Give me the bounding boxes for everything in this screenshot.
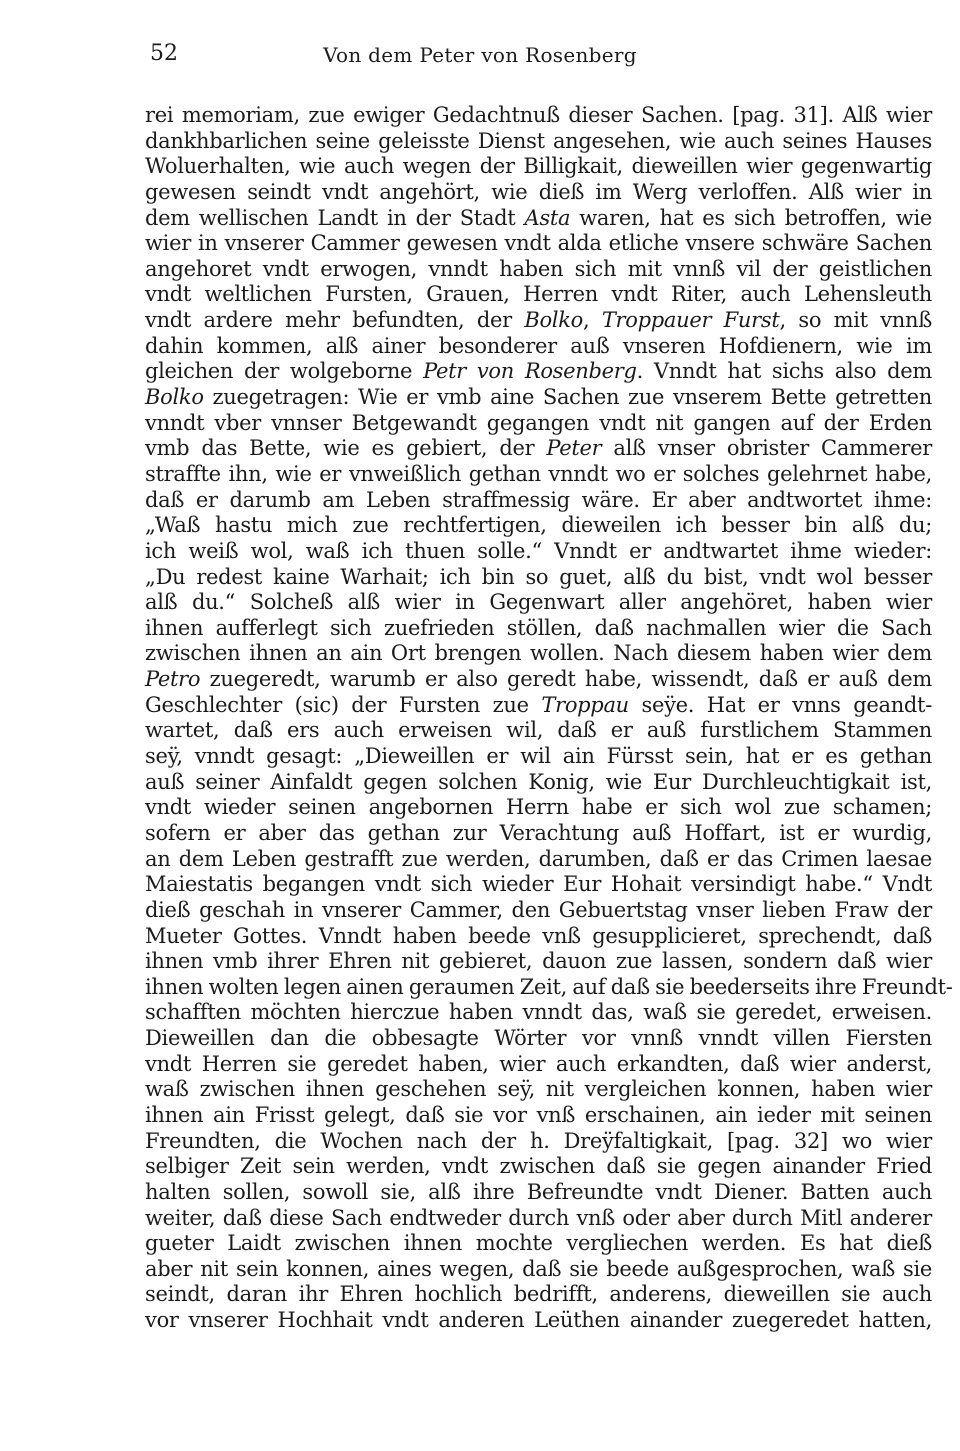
text-segment: dankhbarlichen seine geleisste Dienst angesehen, wie auch seines Hauses	[145, 128, 932, 153]
text-line	[145, 1154, 932, 1180]
text-segment: dahin kommen, alß ainer besonderer auß vnseren Hofdienern, wie im	[145, 333, 932, 358]
text-segment: waß zwischen ihnen geschehen seÿ, nit vergleichen konnen, haben wier	[145, 1077, 932, 1102]
text-segment: auß seiner Ainfaldt gegen solchen Konig, wie Eur Durchleuchtigkait ist,	[145, 769, 932, 794]
text-segment: ,	[583, 308, 602, 333]
text-segment: . Vnndt hat sichs also dem	[636, 359, 932, 384]
text-line	[145, 1282, 932, 1308]
text-segment: seindt, daran ihr Ehren hochlich bedrifft, anderens, dieweillen sie auch	[145, 1282, 932, 1307]
text-line	[145, 1257, 932, 1283]
italic-name: Petr von Rosenberg	[423, 359, 637, 384]
text-segment: „Du redest kaine Warhait; ich bin so guet, alß du bist, vndt wol besser	[145, 564, 932, 589]
text-segment: Maiestatis begangen vndt sich wieder Eur Hohait versindigt habe.“ Vndt	[145, 872, 932, 897]
text-segment: ihnen aufferlegt sich zuefrieden stöllen, daß nachmallen wier die Sach	[145, 615, 932, 640]
text-line	[145, 1308, 932, 1334]
text-segment: sofern er aber das gethan zur Verachtung auß Hoffart, ist er wurdig,	[145, 820, 932, 845]
text-line	[145, 488, 932, 514]
text-line	[145, 770, 932, 796]
page-number: 52	[150, 41, 178, 66]
text-segment: ihnen ain Frisst gelegt, daß sie vor vnß erschainen, ain ieder mit seinen	[145, 1102, 932, 1127]
text-segment: Woluerhalten, wie auch wegen der Billigkait, dieweillen wier gegenwartig	[145, 154, 932, 179]
italic-name: Bolko	[524, 308, 583, 333]
text-segment: schafften möchten hierczue haben vnndt das, waß sie geredet, erweisen.	[145, 1000, 932, 1025]
text-line	[145, 898, 932, 924]
text-segment: vndt Herren sie geredet haben, wier auch erkandten, daß wier anderst,	[145, 1051, 932, 1076]
text-line	[145, 411, 932, 437]
text-segment: ihnen wolten legen ainen geraumen Zeit, auf daß sie beederseits ihre Freundt-	[145, 974, 953, 999]
text-segment: Geschlechter (sic) der Fursten zue	[145, 692, 542, 717]
text-segment: vor vnserer Hochhait vndt anderen Leüthen ainander zuegeredet hatten,	[145, 1308, 932, 1333]
text-line	[145, 308, 932, 334]
text-segment: alß vnser obrister Cammerer	[601, 436, 932, 461]
text-line	[145, 565, 932, 591]
text-line	[145, 1077, 932, 1103]
text-line	[145, 693, 932, 719]
italic-name: Troppauer Furst	[601, 308, 780, 333]
text-segment: gewesen seindt vndt angehört, wie dieß im Werg verloffen. Alß wier in	[145, 179, 932, 204]
text-segment: zwischen ihnen an ain Ort brengen wollen. Nach diesem haben wier dem	[145, 641, 932, 666]
text-segment: an dem Leben gestrafft zue werden, darumben, daß er das Crimen laesae	[145, 846, 932, 871]
text-segment: wier in vnserer Cammer gewesen vndt alda etliche vnsere schwäre Sachen	[145, 231, 932, 256]
text-line	[145, 154, 932, 180]
text-line	[145, 590, 932, 616]
text-line	[145, 1000, 932, 1026]
text-segment: dem wellischen Landt in der Stadt	[145, 205, 525, 230]
text-line	[145, 924, 932, 950]
text-line	[145, 513, 932, 539]
text-segment: weiter, daß diese Sach endtweder durch vnß oder aber durch Mitl anderer	[145, 1205, 932, 1230]
text-line	[145, 795, 932, 821]
text-line	[145, 385, 932, 411]
text-segment: seÿ, vnndt gesagt: „Dieweillen er wil ain Fürsst sein, hat er es gethan	[145, 744, 932, 769]
text-segment: aber nit sein konnen, aines wegen, daß sie beede außgesprochen, waß sie	[145, 1256, 932, 1281]
text-line	[145, 462, 932, 488]
italic-name: Bolko	[145, 385, 204, 410]
text-segment: zuegeredt, warumb er also geredt habe, wissendt, daß er auß dem	[200, 667, 932, 692]
text-segment: gleichen der wolgeborne	[145, 359, 424, 384]
text-line	[145, 872, 932, 898]
text-segment: ihnen vmb ihrer Ehren nit gebieret, dauon zue lassen, sondern daß wier	[145, 949, 932, 974]
text-line	[145, 641, 932, 667]
text-line	[145, 744, 932, 770]
text-segment: daß er darumb am Leben straffmessig wäre. Er aber andtwortet ihme:	[145, 487, 932, 512]
text-segment: dieß geschah in vnserer Cammer, den Gebuertstag vnser lieben Fraw der	[145, 897, 932, 922]
text-line	[145, 1026, 932, 1052]
text-segment: vnndt vber vnnser Betgewandt gegangen vndt nit gangen auf der Erden	[145, 410, 932, 435]
text-segment: Freundten, die Wochen nach der h. Dreÿfaltigkait, [pag. 32] wo wier	[145, 1128, 932, 1153]
italic-name: Peter	[546, 436, 602, 461]
text-line	[145, 206, 932, 232]
text-segment: selbiger Zeit sein werden, vndt zwischen daß sie gegen ainander Fried	[145, 1154, 932, 1179]
running-title: Von dem Peter von Rosenberg	[323, 43, 637, 67]
text-line	[145, 103, 932, 129]
text-line	[145, 847, 932, 873]
text-line	[145, 1180, 932, 1206]
text-segment: seÿe. Hat er vnns geandt-	[628, 692, 932, 717]
text-line	[145, 974, 953, 1001]
text-segment: vmb das Bette, wie es gebiert, der	[145, 436, 547, 461]
text-segment: straffte ihn, wie er vnweißlich gethan vnndt wo er solches gelehrnet habe,	[145, 461, 932, 486]
italic-name: Asta	[524, 205, 571, 230]
text-segment: Dieweillen dan die obbesagte Wörter vor vnnß vnndt villen Fiersten	[145, 1026, 932, 1051]
italic-name: Troppau	[541, 692, 629, 717]
text-segment: Mueter Gottes. Vnndt haben beede vnß gesupplicieret, sprechendt, daß	[145, 923, 932, 948]
text-line	[145, 821, 932, 847]
text-line	[145, 1103, 932, 1129]
text-segment: vndt wieder seinen angebornen Herrn habe er sich wol zue schamen;	[145, 795, 932, 820]
text-segment: waren, hat es sich betroffen, wie	[570, 205, 933, 230]
text-segment: wartet, daß ers auch erweisen wil, daß er auß furstlichem Stammen	[145, 718, 932, 743]
text-line	[145, 1206, 932, 1232]
body-text	[145, 103, 953, 1334]
text-line	[145, 1231, 932, 1257]
text-line	[145, 1129, 932, 1155]
text-segment: ich weiß wol, waß ich thuen solle.“ Vnndt er andtwartet ihme wieder:	[145, 538, 932, 563]
text-segment: rei memoriam, zue ewiger Gedachtnuß dieser Sachen. [pag. 31]. Alß wier	[145, 103, 932, 127]
text-line	[145, 180, 932, 206]
text-line	[145, 616, 932, 642]
text-line	[145, 129, 932, 155]
text-segment: zuegetragen: Wie er vmb aine Sachen zue vnserem Bette getretten	[203, 385, 932, 410]
text-line	[145, 334, 932, 360]
text-segment: , so mit vnnß	[779, 308, 932, 333]
text-line	[145, 436, 932, 462]
text-line	[145, 667, 932, 693]
text-line	[145, 231, 932, 257]
text-line	[145, 539, 932, 565]
text-segment: halten sollen, sowoll sie, alß ihre Befreundte vndt Diener. Batten auch	[145, 1179, 932, 1204]
text-segment: „Waß hastu mich zue rechtfertigen, dieweilen ich besser bin alß du;	[145, 513, 932, 538]
text-line	[145, 282, 932, 308]
text-line	[145, 949, 932, 975]
text-line	[145, 257, 932, 283]
text-segment: gueter Laidt zwischen ihnen mochte vergliechen werden. Es hat dieß	[145, 1231, 932, 1256]
text-segment: vndt ardere mehr befundten, der	[145, 308, 525, 333]
text-line	[145, 359, 932, 385]
text-line	[145, 1052, 932, 1078]
text-line	[145, 718, 932, 744]
text-segment: vndt weltlichen Fursten, Grauen, Herren vndt Riter, auch Lehensleuth	[145, 282, 932, 307]
text-segment: alß du.“ Solcheß alß wier in Gegenwart aller angehöret, haben wier	[145, 590, 932, 615]
text-segment: angehoret vndt erwogen, vnndt haben sich mit vnnß vil der geistlichen	[145, 256, 932, 281]
italic-name: Petro	[145, 667, 201, 692]
